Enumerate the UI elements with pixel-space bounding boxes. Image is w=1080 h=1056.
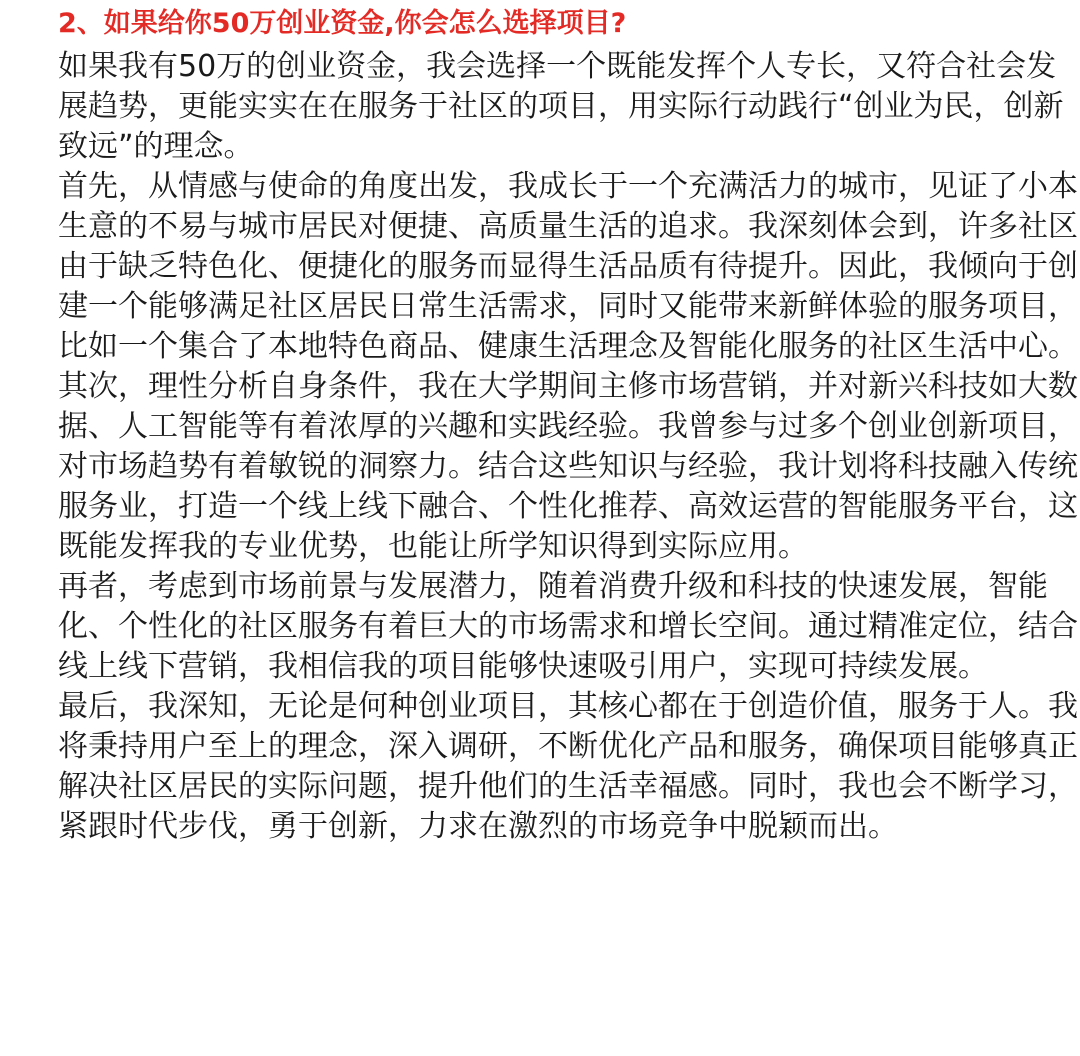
text-line: 对市场趋势有着敏锐的洞察力。结合这些知识与经验，我计划将科技融入传统 [58,449,1078,484]
text-line: 由于缺乏特色化、便捷化的服务而显得生活品质有待提升。因此，我倾向于创 [58,249,1078,284]
text-line: 其次，理性分析自身条件，我在大学期间主修市场营销，并对新兴科技如大数 [58,369,1078,404]
text-line: 紧跟时代步伐，勇于创新，力求在激烈的市场竞争中脱颖而出。 [58,809,898,844]
text-line: 化、个性化的社区服务有着巨大的市场需求和增长空间。通过精准定位，结合 [58,609,1078,644]
text-line: 解决社区居民的实际问题，提升他们的生活幸福感。同时，我也会不断学习， [58,769,1078,804]
text-line: 首先，从情感与使命的角度出发，我成长于一个充满活力的城市，见证了小本 [58,169,1078,204]
text-line: 将秉持用户至上的理念，深入调研，不断优化产品和服务，确保项目能够真正 [58,729,1078,764]
text-line: 如果我有50万的创业资金，我会选择一个既能发挥个人专长，又符合社会发 [58,49,1057,84]
text-line: 再者，考虑到市场前景与发展潜力，随着消费升级和科技的快速发展，智能 [58,569,1048,604]
answer-body [58,47,1078,847]
text-line: 致远”的理念。 [58,129,254,164]
text-line: 展趋势，更能实实在在服务于社区的项目，用实际行动践行“创业为民，创新 [58,89,1064,124]
text-line: 线上线下营销，我相信我的项目能够快速吸引用户，实现可持续发展。 [58,649,988,684]
text-line: 生意的不易与城市居民对便捷、高质量生活的追求。我深刻体会到，许多社区 [58,209,1078,244]
paragraph-first [58,167,1078,367]
text-line: 建一个能够满足社区居民日常生活需求，同时又能带来新鲜体验的服务项目， [58,289,1078,324]
question-heading: 2、如果给你50万创业资金,你会怎么选择项目? [58,8,627,39]
text-line: 比如一个集合了本地特色商品、健康生活理念及智能化服务的社区生活中心。 [58,329,1078,364]
paragraph-second [58,367,1078,567]
text-line: 既能发挥我的专业优势，也能让所学知识得到实际应用。 [58,529,808,564]
paragraph-intro [58,47,1064,167]
paragraph-final [58,687,1078,847]
paragraph-third [58,567,1078,687]
text-line: 据、人工智能等有着浓厚的兴趣和实践经验。我曾参与过多个创业创新项目， [58,409,1078,444]
text-line: 服务业，打造一个线上线下融合、个性化推荐、高效运营的智能服务平台，这 [58,489,1078,524]
text-line: 最后，我深知，无论是何种创业项目，其核心都在于创造价值，服务于人。我 [58,689,1078,724]
